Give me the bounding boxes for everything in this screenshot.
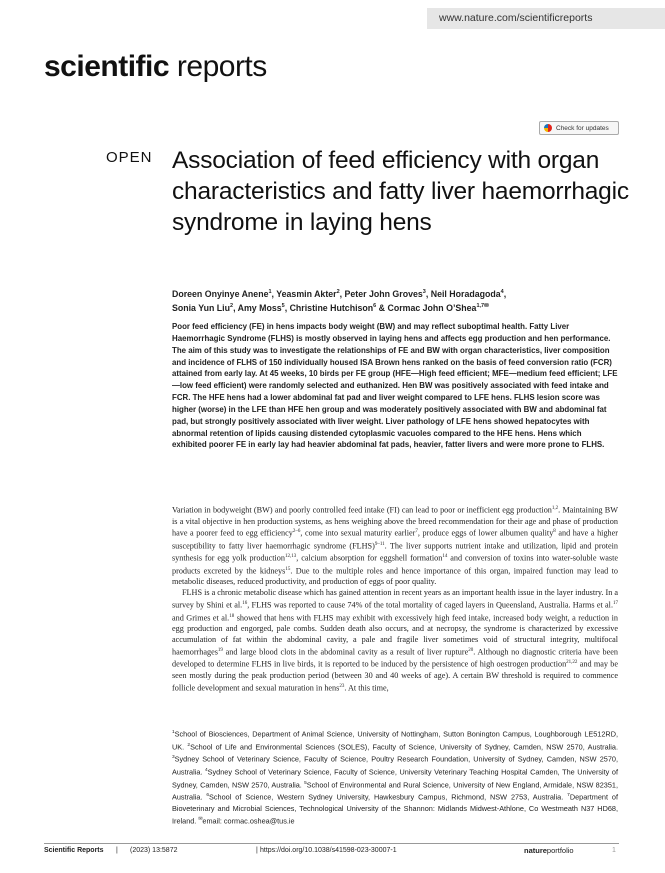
- author-affiliation-ref: 1: [268, 289, 272, 295]
- citation-ref[interactable]: 18: [229, 613, 235, 619]
- author-name[interactable]: Peter John Groves: [344, 288, 423, 299]
- citation-ref[interactable]: 20: [468, 647, 474, 653]
- author-affiliation-ref: 6: [373, 303, 377, 310]
- author-name[interactable]: Cormac John O’Shea: [387, 303, 477, 314]
- article-title: Association of feed efficiency with organ characteristics and fatty liver haemorrhagic syndrome in laying hens: [172, 147, 629, 236]
- author-name[interactable]: Amy Moss: [237, 303, 282, 314]
- affiliation-text: Sydney School of Veterinary Science, Faculty of Science, Poultry Research Foundation, University of Sydney, Camden, NSW 2570, Australia.: [172, 754, 618, 777]
- citation-ref[interactable]: 23: [339, 683, 345, 689]
- author-affiliation-ref: 5: [281, 303, 285, 310]
- check-for-updates-button[interactable]: [539, 121, 619, 135]
- footer-divider: [44, 843, 619, 844]
- affiliation-number: 2: [187, 742, 191, 748]
- footer-volume: (2023) 13:5872: [130, 847, 178, 854]
- affiliation-text: School of Life and Environmental Sciences (SOLES), Faculty of Science, University of Sydney, Camden, NSW 2570, Australia.: [190, 742, 618, 752]
- affiliation-number: 6: [206, 793, 210, 799]
- affiliations: [172, 727, 618, 827]
- author-name[interactable]: Sonia Yun Liu: [172, 303, 230, 314]
- citation-ref[interactable]: 19: [217, 647, 223, 653]
- citation-ref[interactable]: 7: [415, 529, 418, 535]
- body-paragraph-2: FLHS is a chronic metabolic disease which has gained attention in recent years as an important health issue in the layer industry. In a survey by Shini et al.$^{16}$, FLHS was reported to cause 74% of the total mortality of caged layers in Queensland, Australia. Harms et al.$^{17}$ and Grimes et al.$^{18}$ showed that hens with FLHS may exhibit with excessively high feed intake, increased body weight, a reduction in egg production and engorged, pale combs. Sudden death also occurs, and at necropsy, the syndrome is characterized by excessive accumulation of fat within the abdominal cavity, a pale and fragile liver sometimes void of structural integrity, multifocal haemorrhages$^{19}$ and large blood clots in the abdominal cavity as a result of liver rupture$^{20}$. Although no diagnostic criteria have been developed to determine FLHS in live birds, it is reported to be induced by the persistence of high oestrogen production$^{21,22}$ and may be seen mostly during the peak production period (between 30 and 40 weeks of age). A certain BW threshold is required to commence follicle development and sexual maturation in hens$^{23}$. At this time,: [172, 588, 619, 693]
- citation-ref[interactable]: 17: [613, 601, 618, 607]
- publisher-rest: portfolio: [546, 846, 574, 855]
- journal-logo: [44, 52, 267, 82]
- affiliation-text: Department of Bioveterinary and Microbial Sciences, Technological University of the Shannon: Midlands Midwest-Athlone, Co Westmeath N37 HD68, Ireland.: [172, 792, 618, 826]
- corresponding-email[interactable]: email: cormac.oshea@tus.ie: [202, 816, 295, 826]
- citation-ref[interactable]: 9–11: [374, 541, 385, 547]
- affiliation-text: School of Environmental and Rural Science, University of New England, Armidale, NSW 82351, Australia.: [172, 779, 618, 802]
- citation-ref[interactable]: 12,13: [285, 554, 297, 560]
- journal-url-banner[interactable]: [427, 8, 665, 29]
- author-name[interactable]: Doreen Onyinye Anene: [172, 288, 269, 299]
- citation-ref[interactable]: 2–6: [292, 529, 301, 535]
- author-affiliation-ref: 3: [422, 289, 426, 295]
- author-list: Doreen Onyinye Anene$^1$, Yeasmin Akter$^2$, Peter John Groves$^3$, Neil Horadagoda$^4$, Sonia Yun Liu$^2$, Amy Moss$^5$, Christine Hutchison$^6$ & Cormac John O’Shea$^{1,7✉}$: [172, 288, 507, 314]
- journal-url[interactable]: www.nature.com/scientificreports: [439, 12, 593, 24]
- footer-doi-link[interactable]: https://doi.org/10.1038/s41598-023-30007-1: [260, 847, 397, 854]
- email-icon: ✉: [198, 816, 203, 822]
- citation-ref[interactable]: 21,22: [566, 660, 578, 666]
- author-name[interactable]: Yeasmin Akter: [276, 288, 337, 299]
- citation-ref[interactable]: 16: [242, 601, 248, 607]
- abstract: Poor feed efficiency (FE) in hens impacts body weight (BW) and may reflect suboptimal health. Fatty Liver Haemorrhagic Syndrome (FLHS) is mostly observed in laying hens and affects egg production and hen performance. The aim of this study was to investigate the relationships of FE and BW with organ characteristics, liver composition and incidence of FLHS of 150 individually housed ISA Brown hens ranked on the basis of feed conversion ratio (FCR) attained from early lay. At 45 weeks, 10 birds per FE group (HFE—High feed efficient; MFE—medium feed efficient; LFE—low feed efficient) were randomly selected and euthanized. Hen BW was positively associated with feed intake and FCR. The HFE hens had a lower abdominal fat pad and liver weight compared to LFE hens. FLHS lesion score was higher (worse) in the LFE than HFE hen group and was moderately positively associated with BW and abdominal fat pad, but strongly positively associated with liver weight. Liver pathology of LFE hens showed hepatocytes with abnormal retention of lipids causing distended cytoplasmic vacuoles compared to the HFE hens. Hens which exhibited poorer FE in early lay had heavier abdominal fat pads, heavier, fatter livers and were more prone to FLHS.: [172, 322, 618, 450]
- footer-separator: |: [116, 847, 118, 854]
- author-affiliation-ref: 4: [500, 289, 504, 295]
- citation-ref[interactable]: 8: [553, 529, 556, 535]
- author-affiliation-ref: 1,7✉: [476, 303, 489, 310]
- affiliation-number: 1: [172, 730, 175, 735]
- affiliation-number: 5: [304, 780, 307, 786]
- publisher-logo: [524, 846, 574, 855]
- logo-bold-part: scientific: [44, 50, 170, 83]
- author-name[interactable]: Neil Horadagoda: [430, 288, 501, 299]
- affiliation-text: School of Science, Western Sydney University, Hawkesbury Campus, Richmond, NSW 2753, Australia.: [209, 792, 568, 802]
- footer-journal-name: Scientific Reports: [44, 847, 104, 854]
- page-number: 1: [612, 847, 616, 854]
- logo-rest-part: reports: [169, 50, 267, 83]
- author-name[interactable]: Christine Hutchison: [289, 303, 374, 314]
- citation-ref[interactable]: 14: [442, 554, 448, 560]
- affiliation-number: 3: [172, 755, 175, 761]
- author-affiliation-ref: 2: [230, 303, 234, 310]
- affiliation-text: School of Biosciences, Department of Animal Science, University of Nottingham, Sutton Bonington Campus, Loughborough LE512RD, UK.: [172, 729, 618, 752]
- article-body: [172, 504, 618, 694]
- citation-ref[interactable]: 15: [285, 566, 291, 572]
- affiliation-text: Sydney School of Veterinary Science, Faculty of Science, University Veterinary Teaching Hospital Camden, The University of Sydney, Camden, NSW 2570, Australia.: [172, 767, 618, 789]
- author-affiliation-ref: 2: [336, 289, 340, 295]
- crossmark-icon: [544, 124, 552, 132]
- affiliation-number: 7: [567, 793, 570, 799]
- body-paragraph-1: Variation in bodyweight (BW) and poorly controlled feed intake (FI) can lead to poor or inefficient egg production$^{1,2}$. Maintaining BW is a vital objective in hen production systems, as hens weighing above the breed recommendation for their age and phase of production have a poorer feed to egg efficiency$^{2-6}$, come into sexual maturity earlier$^7$, produce eggs of lower albumen quality$^8$ and have a higher susceptibility to fatty liver haemorrhagic syndrome (FLHS)$^{9-11}$. The liver supports nutrient intake and utilization, lipid and protein synthesis for egg yolk production$^{12,13}$, calcium absorption for eggshell formation$^{14}$ and conversion of toxins into water-soluble waste products excreted by the kidneys$^{15}$. Due to the multiple roles and hence importance of this organ, impaired function may lead to metabolic diseases, reduced productivity, and production of eggs of poor quality.: [172, 505, 618, 587]
- check-updates-label: Check for updates: [556, 124, 609, 132]
- footer-separator: |: [256, 847, 258, 854]
- publisher-bold: nature: [524, 846, 547, 855]
- page-footer: [44, 847, 619, 859]
- affiliation-number: 4: [205, 767, 208, 773]
- citation-ref[interactable]: 1,2: [551, 506, 559, 511]
- open-access-label: OPEN: [106, 149, 153, 166]
